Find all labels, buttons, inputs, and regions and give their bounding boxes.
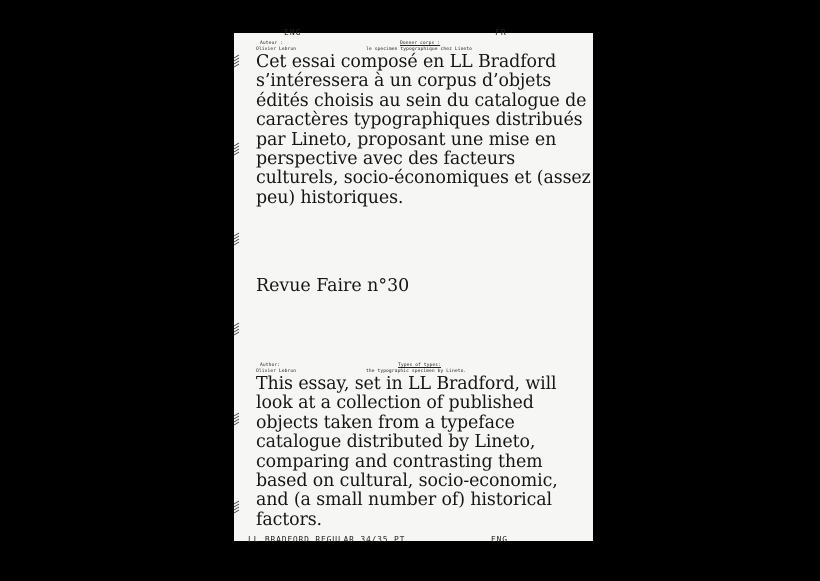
- fr-title-block: [366, 41, 472, 52]
- en-body-text: This essay, set in LL Bradford, will look at a collection of published objects taken from a typeface catalogue distributed by Lineto, comparing and contrasting them based on cultural, socio-economic, and (a small number of) historical factors.: [256, 374, 558, 530]
- fr-author-label: Auteur :: [260, 41, 283, 46]
- publication-title: Revue Faire n°30: [256, 276, 410, 296]
- fr-subtitle: le specimen typographique chez Lineto: [366, 46, 473, 52]
- edge-mark-1: [234, 55, 239, 69]
- en-author-block: [256, 363, 296, 374]
- edge-mark-5: [234, 413, 239, 427]
- top-lang-right: FR: [495, 28, 507, 37]
- edge-mark-6: [234, 501, 239, 515]
- edge-mark-2: [234, 143, 239, 157]
- en-author-name: Olivier Lebrun: [256, 368, 297, 374]
- en-subtitle: the typographic specimen by Lineto.: [366, 368, 467, 374]
- en-author-label: Author:: [260, 363, 281, 368]
- footer-spec: LL BRADFORD REGULAR 34/35 PT: [248, 535, 406, 544]
- edge-mark-3: [234, 233, 239, 247]
- en-title-block: [366, 363, 466, 374]
- top-lang-left: ENG: [284, 28, 302, 37]
- fr-body-text: Cet essai composé en LL Bradford s’intéressera à un corpus d’objets édités choisis au sein du catalogue de caractères typographiques distribués par Lineto, proposant une mise en perspective avec des facteurs culturels, socio-économiques et (assez peu) historiques.: [256, 52, 591, 208]
- fr-author-block: [256, 41, 296, 52]
- fr-title: Donner corps :: [400, 41, 441, 46]
- specimen-sheet: [234, 28, 593, 544]
- edge-mark-4: [234, 323, 239, 337]
- en-title: Types of types:: [398, 363, 441, 368]
- fr-author-name: Olivier Lebrun: [256, 46, 297, 52]
- footer-lang: ENG: [491, 535, 508, 544]
